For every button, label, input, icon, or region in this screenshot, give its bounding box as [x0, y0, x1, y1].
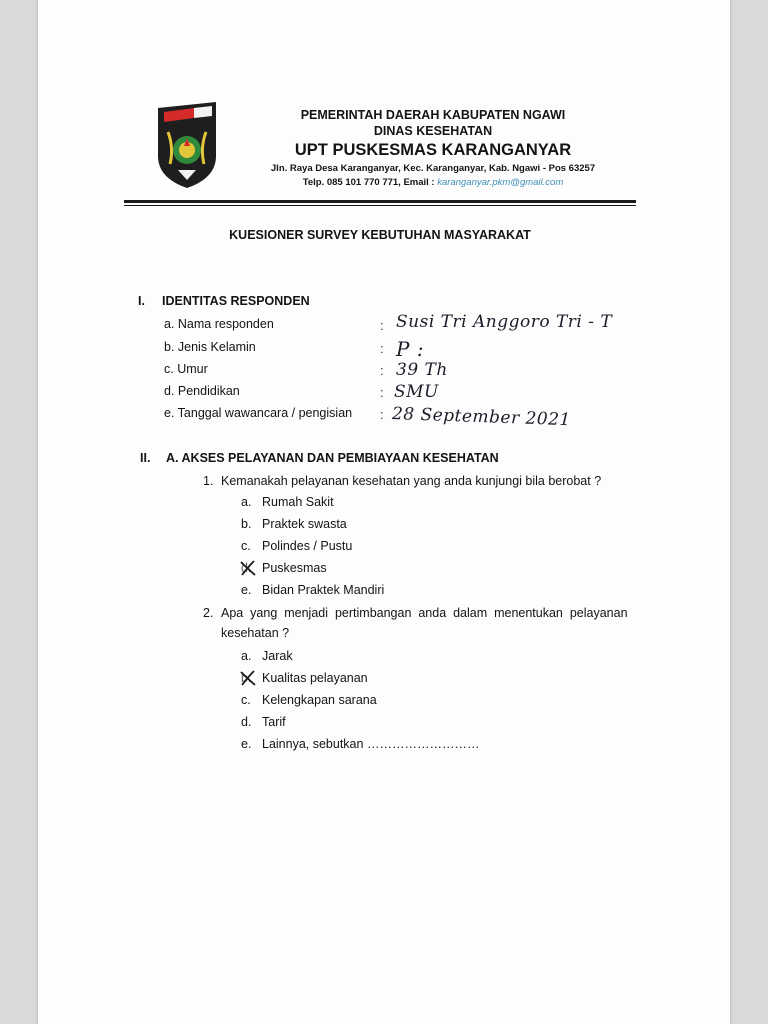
field-label-gender: b. Jenis Kelamin: [164, 340, 256, 354]
q1-text: Kemanakah pelayanan kesehatan yang anda kunjungi bila berobat ?: [221, 474, 602, 488]
field-label-education: d. Pendidikan: [164, 384, 240, 398]
checkmark-cross-icon[interactable]: [239, 669, 257, 687]
q1-option-letter: e.: [241, 583, 252, 597]
email-link[interactable]: karanganyar.pkm@gmail.com: [437, 177, 564, 188]
q1-option-text[interactable]: Polindes / Pustu: [262, 539, 353, 553]
field-value-age[interactable]: 39 Th: [396, 360, 448, 380]
q1-option-letter: d.: [241, 561, 252, 575]
institution-name: UPT PUSKESMAS KARANGANYAR: [294, 141, 572, 159]
q2-option-text[interactable]: Lainnya, sebutkan ………………………: [262, 737, 480, 751]
q2-text-line1: Apa yang menjadi pertimbangan anda dalam menentukan pelayanan: [221, 606, 628, 620]
field-label-age: c. Umur: [164, 362, 208, 376]
field-value-name[interactable]: Susi Tri Anggoro Tri - T: [396, 312, 613, 332]
department-name: DINAS KESEHATAN: [373, 124, 493, 138]
q2-option-letter: b.: [241, 671, 252, 685]
address: Jln. Raya Desa Karanganyar, Kec. Karanganyar, Kab. Ngawi - Pos 63257: [270, 163, 596, 174]
field-colon: :: [380, 341, 384, 356]
section2-heading: A. AKSES PELAYANAN DAN PEMBIAYAAN KESEHATAN: [166, 451, 499, 465]
checkmark-cross-icon[interactable]: [239, 559, 257, 577]
q2-option-text[interactable]: Jarak: [262, 649, 293, 663]
q1-option-letter: c.: [241, 539, 251, 553]
field-label-name: a. Nama responden: [164, 317, 274, 331]
field-colon: :: [380, 363, 384, 378]
contact-line: [238, 177, 628, 188]
q1-option-text[interactable]: Bidan Praktek Mandiri: [262, 583, 385, 597]
q2-option-letter: d.: [241, 715, 252, 729]
q1-number: 1.: [203, 474, 214, 488]
q2-option-text[interactable]: Kualitas pelayanan: [262, 671, 368, 685]
document-title: KUESIONER SURVEY KEBUTUHAN MASYARAKAT: [229, 228, 531, 242]
regency-crest-icon: [154, 98, 220, 190]
q1-option-text[interactable]: Rumah Sakit: [262, 495, 334, 509]
section1-numeral: I.: [138, 294, 145, 308]
q2-number: 2.: [203, 606, 214, 620]
q1-option-letter: b.: [241, 517, 252, 531]
section2-numeral: II.: [140, 451, 151, 465]
q2-option-letter: a.: [241, 649, 252, 663]
header-rule-thick: [124, 200, 636, 203]
q1-option-text[interactable]: Puskesmas: [262, 561, 327, 575]
government-name: PEMERINTAH DAERAH KABUPATEN NGAWI: [300, 108, 566, 122]
field-colon: :: [380, 385, 384, 400]
q2-option-letter: e.: [241, 737, 252, 751]
field-value-date[interactable]: 28 September 2021: [391, 404, 572, 431]
field-colon: :: [380, 318, 384, 333]
q2-option-letter: c.: [241, 693, 251, 707]
phone-text: Telp. 085 101 770 771, Email :: [302, 177, 438, 188]
q1-option-letter: a.: [241, 495, 252, 509]
field-value-education[interactable]: SMU: [394, 382, 439, 402]
field-value-gender[interactable]: P :: [396, 337, 425, 361]
q2-text-line2: kesehatan ?: [221, 626, 290, 640]
q2-option-text[interactable]: Kelengkapan sarana: [262, 693, 377, 707]
q1-option-text[interactable]: Praktek swasta: [262, 517, 347, 531]
document-page: [38, 0, 730, 1024]
header-rule-thin: [124, 205, 636, 206]
section1-heading: IDENTITAS RESPONDEN: [162, 294, 310, 308]
q2-option-text[interactable]: Tarif: [262, 715, 286, 729]
field-colon: :: [380, 407, 384, 422]
field-label-date: e. Tanggal wawancara / pengisian: [164, 406, 353, 420]
